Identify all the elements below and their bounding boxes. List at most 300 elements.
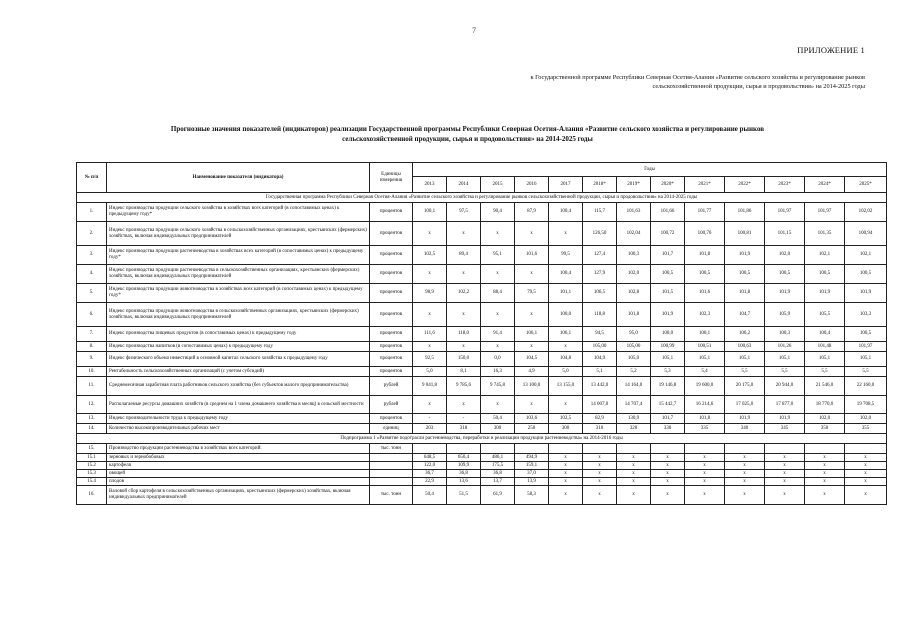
row-value: 101,6 [515,246,549,265]
row-value: 5,0 [413,367,447,377]
row-unit: рублей [370,377,413,396]
row-value: 79,5 [515,284,549,303]
row-value: 9 041,8 [413,377,447,396]
row-value: 102,8 [617,284,651,303]
row-number: 1. [77,203,107,222]
header-num: № п/п [77,163,107,193]
row-value: 13,9 [515,478,549,486]
row-value: 13 100,0 [515,377,549,396]
row-value: х [447,396,481,414]
row-value: х [617,470,651,478]
row-value: х [617,486,651,505]
row-value: х [515,342,549,352]
row-value: 103,6 [515,414,549,424]
row-value: 250 [515,424,549,434]
row-number: 15.2 [77,462,107,470]
header-year: 2017 [549,177,583,193]
header-year: 2014 [447,177,481,193]
row-value: х [413,303,447,327]
table-row [77,284,887,303]
row-value: х [805,470,845,478]
row-value: х [549,462,583,470]
row-number: 8. [77,342,107,352]
row-unit: процентов [370,222,413,246]
row-value: х [515,265,549,284]
row-value: х [845,454,887,462]
row-value: х [765,454,805,462]
row-value: 105,1 [845,352,887,367]
header-year: 2013 [413,177,447,193]
header-year: 2024* [805,177,845,193]
row-value: 102,5 [413,246,447,265]
header-year: 2022* [725,177,765,193]
row-value: х [447,342,481,352]
section-title: Подпрограмма 1 «Развитие подотрасли растениеводства, переработки и реализации продукции растениеводства» на 2014-2016 годы [77,434,887,444]
row-value: х [725,486,765,505]
row-value: 19 600,0 [685,377,725,396]
row-value: х [685,486,725,505]
row-value: 300 [549,424,583,434]
row-value: 486,1 [481,454,515,462]
row-value: х [725,470,765,478]
row-indicator-name: Индекс производства продукции растениеводства в сельскохозяйственных организациях, крестьянских (фермерских) хозяйствах, включая индивидуальных предпринимателей [107,265,370,284]
row-unit [370,454,413,462]
row-value: 87,9 [515,203,549,222]
row-value: х [725,478,765,486]
table-row [77,486,887,505]
row-value: 98,9 [413,284,447,303]
row-value: 101,9 [805,284,845,303]
row-value: 118,8 [583,303,617,327]
row-value: 101,8 [725,284,765,303]
row-value: 101,97 [845,342,887,352]
row-value: 37,0 [515,470,549,478]
table-row [77,327,887,342]
row-value: 300 [481,424,515,434]
row-value: х [651,454,685,462]
row-value: 15 442,7 [651,396,685,414]
row-value: 82,9 [583,414,617,424]
row-value: х [413,222,447,246]
row-value: х [515,222,549,246]
row-value: 5,5 [845,367,887,377]
row-value: х [481,303,515,327]
row-value: 100,3 [617,246,651,265]
row-value: 101,8 [617,303,651,327]
row-value: х [413,265,447,284]
row-value: х [845,486,887,505]
row-value: х [845,470,887,478]
row-value: 100,76 [685,222,725,246]
subtitle-line-2: сельскохозяйственной продукции, сырья и продовольствия» на 2014-2025 годы [652,83,865,90]
row-value: 101,5 [651,284,685,303]
header-year: 2021* [685,177,725,193]
row-value [413,444,447,454]
row-value: х [685,454,725,462]
row-value: 330 [651,424,685,434]
row-value: 100,5 [845,265,887,284]
row-unit: процентов [370,414,413,424]
table-row [77,470,887,478]
row-value: 100,0 [549,303,583,327]
row-value: х [765,470,805,478]
row-value: 101,66 [651,203,685,222]
row-value: 320 [617,424,651,434]
row-number: 15.3 [77,470,107,478]
header-year: 2015 [481,177,515,193]
row-value: х [481,222,515,246]
row-unit [370,462,413,470]
row-number: 3. [77,246,107,265]
row-value: 14 707,4 [617,396,651,414]
row-number: 11. [77,377,107,396]
row-value: 88,4 [481,284,515,303]
row-value: 17 025,0 [725,396,765,414]
row-value: 100,63 [725,342,765,352]
row-value: 97,5 [447,203,481,222]
row-unit: процентов [370,327,413,342]
row-value: х [805,454,845,462]
table-row [77,414,887,424]
row-value: х [481,342,515,352]
row-value: 340 [725,424,765,434]
row-value: 5,2 [617,367,651,377]
row-value: 100,5 [651,265,685,284]
header-unit: Единицы измерения [370,163,413,193]
row-value: 16 214,6 [685,396,725,414]
row-indicator-name: картофеля [107,462,370,470]
row-value [805,444,845,454]
row-indicator-name: Располагаемые ресурсы домашних хозяйств (в среднем на 1 члена домашнего хозяйства в месяц) в сельской местности [107,396,370,414]
row-indicator-name: Индекс производства продукции сельского хозяйства в хозяйствах всех категорий (в сопоставимых ценах) к предыдущему году* [107,203,370,222]
row-value: 50,4 [481,414,515,424]
row-value: 102,5 [549,414,583,424]
table-row [77,377,887,396]
row-value: 101,35 [805,222,845,246]
row-value: 100,99 [651,342,685,352]
row-value: х [805,462,845,470]
row-value: х [765,462,805,470]
row-value [515,444,549,454]
row-value: 127,4 [583,246,617,265]
row-unit: процентов [370,246,413,265]
row-value: 350 [805,424,845,434]
row-indicator-name: Индекс физического объема инвестиций в основной капитал сельского хозяйства к предыдущему году [107,352,370,367]
row-value: 105,9 [765,303,805,327]
row-value: 203 [413,424,447,434]
row-value: 101,9 [765,414,805,424]
row-value: 101,9 [651,303,685,327]
row-value: 5,4 [685,367,725,377]
row-value: 118,0 [447,327,481,342]
row-value: 105,1 [765,352,805,367]
header-year: 2018* [583,177,617,193]
row-value: 36,8 [447,470,481,478]
row-value: 0,0 [481,352,515,367]
row-value: 102,3 [685,303,725,327]
row-unit: процентов [370,342,413,352]
row-value: х [447,303,481,327]
row-number: 15.4 [77,478,107,486]
table-row [77,444,887,454]
row-value: 101,97 [805,203,845,222]
row-value: 101,86 [725,203,765,222]
row-value: 100,5 [845,327,887,342]
row-value: 355 [845,424,887,434]
row-value: х [725,462,765,470]
row-value [725,444,765,454]
header-years: Годы [413,163,887,177]
row-value: х [651,486,685,505]
row-value: х [549,396,583,414]
row-value: 101,1 [549,284,583,303]
row-value: 16,3 [481,367,515,377]
row-value: 102,0 [617,265,651,284]
row-value: х [549,454,583,462]
row-value: 102,04 [617,222,651,246]
table-row [77,462,887,470]
row-value: 51,5 [447,486,481,505]
row-value: х [651,462,685,470]
subtitle-line-1: к Государственной программе Республики Северная Осетия-Алания «Развитие сельского хозяйства и регулирование рынков [530,74,865,81]
row-value: 101,26 [765,342,805,352]
row-value [481,444,515,454]
row-indicator-name: овощей [107,470,370,478]
row-value: 100,5 [725,265,765,284]
row-number: 5. [77,284,107,303]
row-unit: процентов [370,284,413,303]
row-value: х [765,478,805,486]
row-value: 101,15 [765,222,805,246]
row-value: 101,7 [651,246,685,265]
row-value: 18 770,0 [805,396,845,414]
row-value: 101,48 [805,342,845,352]
row-value: 90,4 [481,203,515,222]
row-indicator-name: плодов [107,478,370,486]
row-value: 102,0 [765,246,805,265]
row-value: 92,5 [413,352,447,367]
section-title: Государственная программа Республики Северная Осетия-Алания «Развитие сельского хозяйства и регулирование рынков сельскохозяйственной продукции, сырья и продовольствия» на 2014-2025 годы [77,193,887,203]
row-value: 95,0 [617,327,651,342]
row-value: х [725,454,765,462]
row-number: 10. [77,367,107,377]
row-indicator-name: Рентабельность сельскохозяйственных организаций (с учетом субсидий) [107,367,370,377]
row-value: 5,5 [725,367,765,377]
row-indicator-name: Производство продукции растениеводства в хозяйствах всех категорий: [107,444,370,454]
row-number: 13. [77,414,107,424]
row-value: х [549,470,583,478]
row-value: 100,2 [725,327,765,342]
title-line-1: Прогнозные значения показателей (индикаторов) реализации Государственной программы Республики Северная Осетия-Алания «Развитие сельского хозяйства и регулирование рынков [170,125,765,133]
row-value: 101,9 [725,414,765,424]
row-value: 100,4 [549,265,583,284]
row-value: 101,63 [617,203,651,222]
row-value: 105,00 [617,342,651,352]
row-value: 5,1 [583,367,617,377]
row-unit: процентов [370,303,413,327]
row-value: х [549,342,583,352]
row-value: 104,5 [515,352,549,367]
row-value: 100,51 [685,342,725,352]
row-value: 150,0 [447,352,481,367]
row-value: х [549,478,583,486]
row-number: 7. [77,327,107,342]
header-year: 2016 [515,177,549,193]
row-value: х [549,486,583,505]
row-value: х [805,486,845,505]
row-value: х [617,454,651,462]
row-value [651,444,685,454]
row-value: 101,9 [765,284,805,303]
row-value: 109,9 [447,462,481,470]
row-number: 16. [77,486,107,505]
row-value: х [549,222,583,246]
row-value: х [583,454,617,462]
row-value: 5,5 [765,367,805,377]
row-value: 105,1 [651,352,685,367]
row-value: х [617,478,651,486]
row-value: х [845,478,887,486]
row-value: 648,5 [413,454,447,462]
row-value: 58,3 [515,486,549,505]
table-row [77,367,887,377]
table-row [77,352,887,367]
row-value: 95,1 [481,246,515,265]
row-value: х [583,462,617,470]
row-value: - [413,414,447,424]
table-row [77,454,887,462]
row-value: 22 160,0 [845,377,887,396]
row-unit: процентов [370,367,413,377]
row-value: 21 546,0 [805,377,845,396]
row-value: 19 708,5 [845,396,887,414]
table-header [77,163,887,193]
row-unit: единиц [370,424,413,434]
row-value: х [651,478,685,486]
row-value: 159,1 [515,462,549,470]
row-value: 14 164,0 [617,377,651,396]
row-unit [370,470,413,478]
row-value: 100,4 [805,327,845,342]
row-value: х [413,342,447,352]
row-value: х [413,396,447,414]
row-value [845,444,887,454]
row-value: 14 007,0 [583,396,617,414]
row-value: х [685,462,725,470]
row-value: 101,9 [725,246,765,265]
row-value: 101,77 [685,203,725,222]
row-value: 102,0 [845,414,887,424]
table-row [77,342,887,352]
header-name: Наименование показателя (индикатора) [107,163,370,193]
row-indicator-name: Количество высокопроизводительных рабочих мест [107,424,370,434]
row-value: 115,7 [583,203,617,222]
row-value: 102,2 [447,284,481,303]
row-value: х [651,470,685,478]
row-value: 100,94 [845,222,887,246]
row-indicator-name: Индекс производства продукции животноводства в хозяйствах всех категорий (в сопоставимых ценах) к предыдущему году* [107,284,370,303]
row-value: 5,3 [651,367,685,377]
header-year: 2023* [765,177,805,193]
row-value: 102,0 [805,414,845,424]
row-value: 99,5 [549,246,583,265]
table-row [77,265,887,284]
appendix-label: ПРИЛОЖЕНИЕ 1 [797,45,865,55]
row-unit: процентов [370,203,413,222]
row-value [617,444,651,454]
row-value: х [447,222,481,246]
row-indicator-name: Индекс производства продукции растениеводства в хозяйствах всех категорий (в сопоставимых ценах) к предыдущему году* [107,246,370,265]
row-value: - [447,414,481,424]
row-value: 13 442,0 [583,377,617,396]
table-row [77,246,887,265]
row-value: 103,3 [845,303,887,327]
row-value: х [765,486,805,505]
row-value: 20 175,0 [725,377,765,396]
header-year: 2020* [651,177,685,193]
row-value [549,444,583,454]
row-value: 5,0 [549,367,583,377]
row-value: 105,1 [725,352,765,367]
row-value: х [685,478,725,486]
table-body [77,193,887,505]
row-number: 14. [77,424,107,434]
row-number: 9. [77,352,107,367]
section-row [77,434,887,444]
row-value: 106,1 [549,327,583,342]
row-number: 4. [77,265,107,284]
row-value: 104,7 [725,303,765,327]
row-value: х [685,470,725,478]
row-value: 101,7 [651,414,685,424]
row-value: 100,5 [805,265,845,284]
row-number: 15.1 [77,454,107,462]
table-row [77,396,887,414]
row-indicator-name: Валовой сбор картофеля в сельскохозяйственных организациях, крестьянских (фермерских) хозяйствах, включая индивидуальных предпринимателей [107,486,370,505]
row-value: 13 155,0 [549,377,583,396]
row-value: 310 [583,424,617,434]
row-number: 6. [77,303,107,327]
section-row [77,193,887,203]
row-value: 4,9 [515,367,549,377]
row-value: 122,0 [413,462,447,470]
row-value: 9 745,8 [481,377,515,396]
row-value: 105,5 [805,303,845,327]
row-value: 100,5 [685,265,725,284]
row-value: 5,5 [805,367,845,377]
row-value: 105,1 [805,352,845,367]
row-number: 12. [77,396,107,414]
row-value: 100,81 [725,222,765,246]
row-value: х [481,396,515,414]
row-value: х [583,486,617,505]
row-value: 13,6 [447,478,481,486]
row-value: 22,9 [413,478,447,486]
row-value [765,444,805,454]
row-indicator-name: зерновых и зернобобовых [107,454,370,462]
row-value: 100,1 [685,327,725,342]
row-value: 100,5 [765,265,805,284]
indicators-table [76,162,887,505]
row-value: 19 146,8 [651,377,685,396]
row-value: 105,0 [617,352,651,367]
page-number: 7 [472,26,476,35]
row-value: 91,4 [481,327,515,342]
row-value: 126,50 [583,222,617,246]
row-value: х [617,462,651,470]
row-value: 94,5 [583,327,617,342]
row-value: 335 [685,424,725,434]
